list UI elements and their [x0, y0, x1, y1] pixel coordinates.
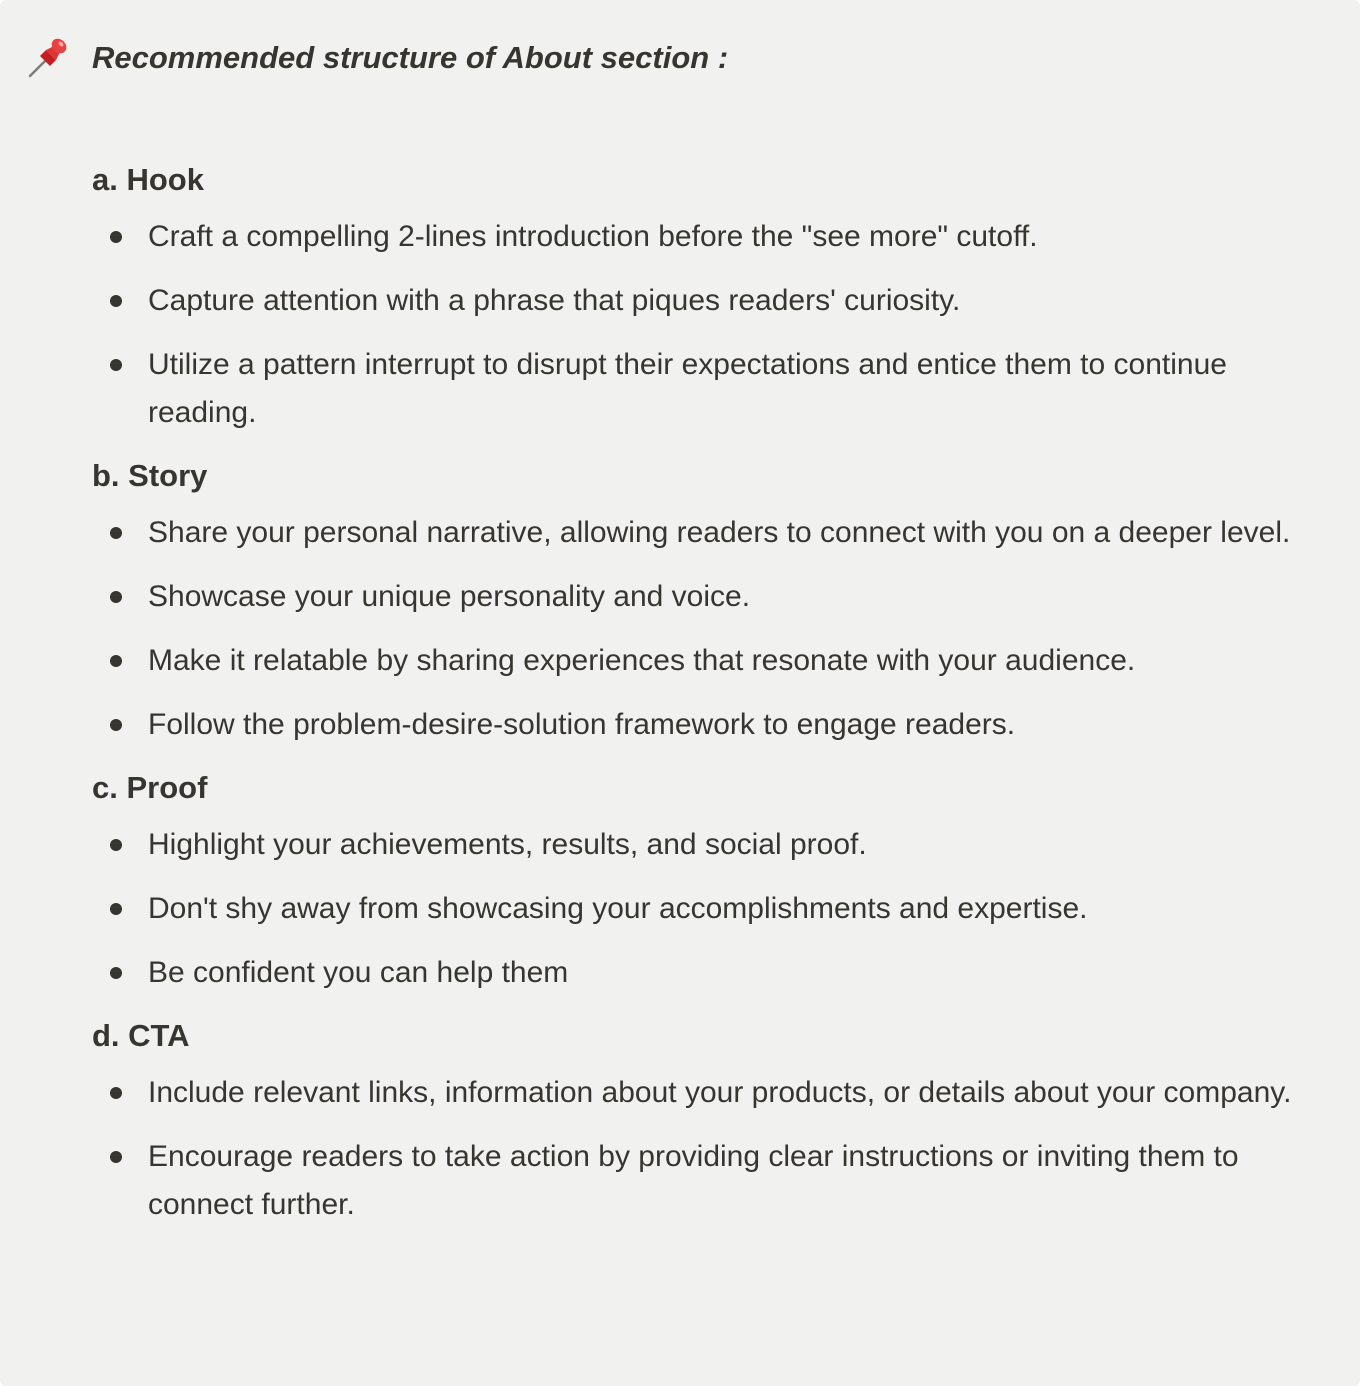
- list-item: [92, 885, 1322, 933]
- section-proof: [92, 765, 1322, 997]
- pushpin-icon: [26, 34, 72, 80]
- list-item-text: Showcase your unique personality and voice.: [148, 580, 751, 613]
- section-hook: [92, 157, 1322, 437]
- list-item: [92, 341, 1322, 437]
- list-item-text: Capture attention with a phrase that piques readers' curiosity.: [148, 284, 961, 317]
- list-item-text: Craft a compelling 2-lines introduction before the "see more" cutoff.: [148, 220, 1038, 253]
- bullet-icon: [110, 527, 122, 539]
- bullet-list: [92, 509, 1322, 749]
- bullet-list: [92, 821, 1322, 997]
- list-item: [92, 213, 1322, 261]
- bullet-icon: [110, 655, 122, 667]
- callout-title: Recommended structure of About section :: [92, 40, 729, 75]
- list-item-text: Include relevant links, information about your products, or details about your company.: [148, 1076, 1292, 1109]
- list-item-text: Make it relatable by sharing experiences that resonate with your audience.: [148, 644, 1136, 677]
- list-item: [92, 949, 1322, 997]
- section-heading: b. Story: [92, 458, 208, 493]
- list-item: [92, 509, 1322, 557]
- bullet-list: [92, 213, 1322, 437]
- bullet-icon: [110, 967, 122, 979]
- section-heading: d. CTA: [92, 1018, 190, 1053]
- bullet-icon: [110, 591, 122, 603]
- bullet-icon: [110, 903, 122, 915]
- sections-container: [92, 157, 1322, 1245]
- list-item: [92, 821, 1322, 869]
- bullet-icon: [110, 839, 122, 851]
- list-item-text: Utilize a pattern interrupt to disrupt their expectations and entice them to continue reading.: [148, 348, 1227, 429]
- list-item: [92, 277, 1322, 325]
- list-item-text: Be confident you can help them: [148, 956, 569, 989]
- bullet-icon: [110, 359, 122, 371]
- bullet-icon: [110, 231, 122, 243]
- bullet-icon: [110, 1087, 122, 1099]
- list-item: [92, 573, 1322, 621]
- bullet-icon: [110, 719, 122, 731]
- section-heading: a. Hook: [92, 162, 204, 197]
- list-item-text: Encourage readers to take action by providing clear instructions or inviting them to connect further.: [148, 1140, 1239, 1221]
- list-item: [92, 701, 1322, 749]
- list-item: [92, 1133, 1322, 1229]
- bullet-icon: [110, 295, 122, 307]
- list-item-text: Don't shy away from showcasing your accomplishments and expertise.: [148, 892, 1088, 925]
- section-heading: c. Proof: [92, 770, 208, 805]
- list-item-text: Follow the problem-desire-solution framework to engage readers.: [148, 708, 1016, 741]
- bullet-icon: [110, 1151, 122, 1163]
- list-item-text: Highlight your achievements, results, and social proof.: [148, 828, 867, 861]
- list-item: [92, 1069, 1322, 1117]
- section-cta: [92, 1013, 1322, 1229]
- section-story: [92, 453, 1322, 749]
- bullet-list: [92, 1069, 1322, 1229]
- list-item: [92, 637, 1322, 685]
- list-item-text: Share your personal narrative, allowing readers to connect with you on a deeper level.: [148, 516, 1291, 549]
